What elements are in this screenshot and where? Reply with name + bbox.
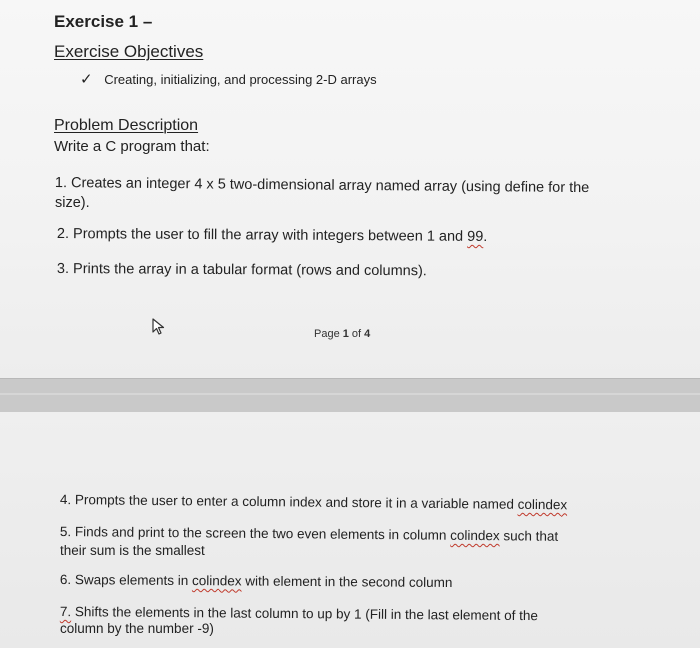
spellcheck-flag: colindex: [517, 496, 568, 513]
objective-text: Creating, initializing, and processing 2-D arrays: [104, 72, 377, 87]
spellcheck-flag: colindex: [191, 573, 242, 589]
objectives-heading: Exercise Objectives: [54, 42, 204, 61]
check-icon: ✓: [80, 71, 93, 88]
requirement-item-6: 6. Swaps elements in colindex with element in the second column: [59, 572, 453, 591]
requirement-item-2: 2. Prompts the user to fill the array with integers between 1 and 99.: [56, 226, 488, 246]
requirement-item-1-line1: 1. Creates an integer 4 x 5 two-dimensional array named array (using define for the: [54, 175, 590, 197]
requirement-item-4: 4. Prompts the user to enter a column index and store it in a variable named colindex: [59, 492, 568, 513]
page-separator: [0, 378, 700, 414]
requirement-item-5-line2: their sum is the smallest: [60, 543, 205, 558]
requirement-item-3: 3. Prints the array in a tabular format (rows and columns).: [56, 261, 427, 280]
problem-intro: Write a C program that:: [54, 138, 210, 155]
exercise-title: Exercise 1 –: [54, 12, 153, 31]
mouse-pointer-icon: [152, 318, 166, 336]
page-indicator: Page 1 of 4: [314, 328, 371, 340]
spellcheck-flag: 99: [467, 228, 484, 245]
document-page-2: [0, 412, 700, 648]
separator-edge: [0, 393, 700, 395]
requirement-item-1-line2: size).: [55, 195, 90, 211]
objective-item: [80, 70, 377, 88]
requirement-item-7-line1: 7. Shifts the elements in the last column to up by 1 (Fill in the last element of the: [59, 604, 538, 624]
requirement-item-7-line2: column by the number -9): [60, 621, 214, 636]
problem-heading: Problem Description: [54, 117, 199, 134]
spellcheck-flag: colindex: [450, 527, 500, 544]
requirement-item-5-line1: 5. Finds and print to the screen the two even elements in column colindex such that: [59, 524, 559, 544]
spellcheck-flag: 7.: [59, 604, 72, 620]
